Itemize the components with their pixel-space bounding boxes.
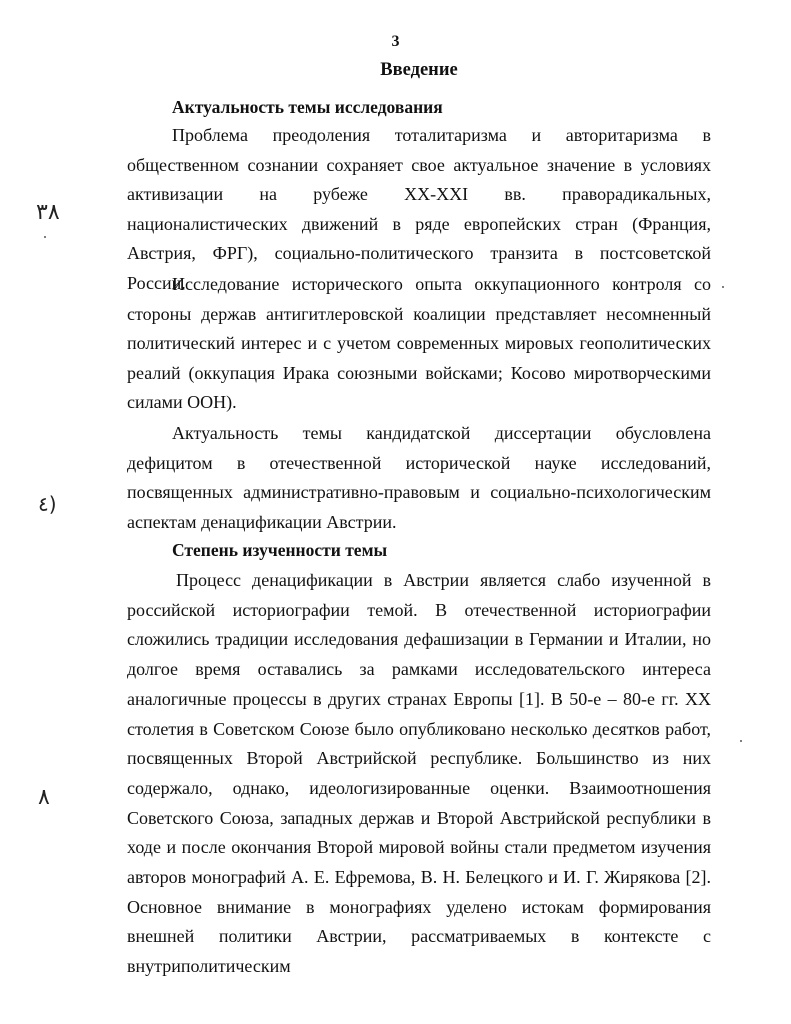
- paragraph-relevance-2: Исследование исторического опыта оккупационного контроля со стороны держав антигитлеровской коалиции представляет несомненный политический интерес и с учетом современных мировых геополитических реалий (оккупация Ирака союзными войсками; Косово миротворческими силами ООН).: [127, 274, 711, 413]
- paragraph-relevance-3: Актуальность темы кандидатской диссертации обусловлена дефицитом в отечественной исторической науке исследований, посвященных административно-правовым и социально-психологическим аспектам денацификации Австрии.: [127, 423, 711, 532]
- margin-mark-3: ٨: [38, 785, 50, 810]
- margin-mark-2: ٤): [38, 492, 57, 516]
- paragraph-relevance-1: Проблема преодоления тоталитаризма и авторитаризма в общественном сознании сохраняет свое актуальное значение в условиях активизации на рубеже XX-XXI вв. праворадикальных, националистических движений в ряде европейских стран (Франция, Австрия, ФРГ), социально-политического транзита в постсоветской России.: [127, 125, 711, 293]
- section-heading-study-degree: Степень изученности темы: [172, 540, 388, 560]
- page-title: Введение: [380, 60, 458, 80]
- paragraph-study-degree-1: Процесс денацификации в Австрии является слабо изученной в российской историографии темой. В отечественной историографии сложились традиции исследования дефашизации в Германии и Италии, но долгое время оставались за рамками исследовательского интереса аналогичные процессы в других странах Европы [1]. В 50-е – 80-е гг. XX столетия в Советском Союзе было опубликовано несколько десятков работ, посвященных Второй Австрийской республике. Большинство из них содержало, однако, идеологизированные оценки. Взаимоотношения Советского Союза, западных держав и Второй Австрийской республики в ходе и после окончания Второй мировой войны стали предметом изучения авторов монографий А. Е. Ефремова, В. Н. Белецкого и И. Г. Жирякова [2]. Основное внимание в монографиях уделено истокам формирования внешней политики Австрии, рассматриваемых в контексте с внутриполитическим: [127, 570, 711, 977]
- scan-speck: [722, 286, 724, 288]
- margin-mark-1: ٣٨: [36, 200, 60, 225]
- scan-speck: [44, 236, 46, 238]
- page-number: 3: [391, 33, 400, 50]
- section-heading-relevance: Актуальность темы исследования: [172, 97, 443, 117]
- scan-speck: [740, 740, 742, 742]
